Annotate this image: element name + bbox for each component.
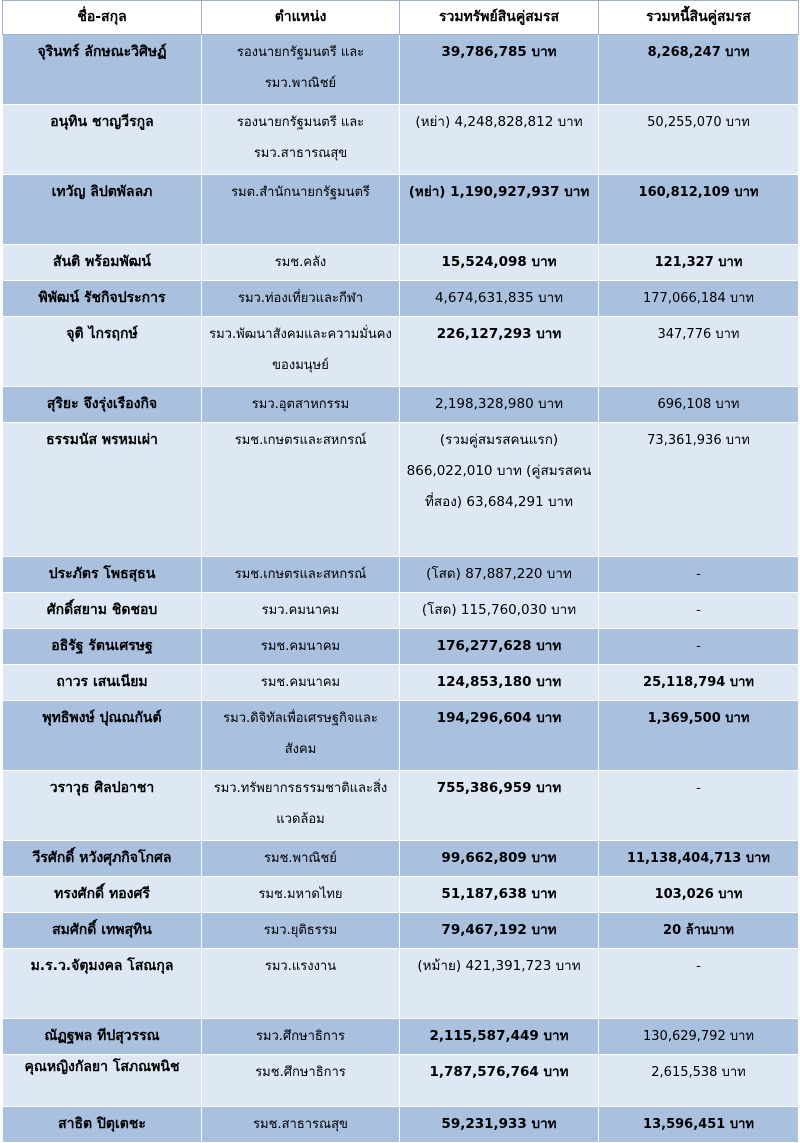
row-name: พิพัฒน์ รัชกิจประการ: [3, 281, 202, 317]
header-assets: รวมทรัพย์สินคู่สมรส: [400, 1, 599, 35]
table-row: [3, 593, 799, 629]
row-assets: 51,187,638 บาท: [400, 877, 599, 913]
row-assets: (หย่า) 1,190,927,937 บาท: [400, 175, 599, 245]
row-assets: 194,296,604 บาท: [400, 701, 599, 771]
row-name: สุริยะ จึงรุ่งเรืองกิจ: [3, 387, 202, 423]
row-assets: (รวมคู่สมรสคนแรก) 866,022,010 บาท (คู่สมรสคนที่สอง) 63,684,291 บาท: [400, 423, 599, 557]
table-row: [3, 701, 799, 771]
row-debt: -: [599, 949, 799, 1019]
row-assets: (หย่า) 4,248,828,812 บาท: [400, 105, 599, 175]
row-name: พุทธิพงษ์ ปุณณกันต์: [3, 701, 202, 771]
table-row: [3, 949, 799, 1019]
row-position: รมช.ศึกษาธิการ: [202, 1055, 400, 1107]
row-position: รมว.คมนาคม: [202, 593, 400, 629]
row-position: รมช.คมนาคม: [202, 665, 400, 701]
row-debt: 73,361,936 บาท: [599, 423, 799, 557]
row-position: รมต.สำนักนายกรัฐมนตรี: [202, 175, 400, 245]
table-row: [3, 281, 799, 317]
header-debts: รวมหนี้สินคู่สมรส: [599, 1, 799, 35]
row-position: รมช.พาณิชย์: [202, 841, 400, 877]
row-position: รมว.แรงงาน: [202, 949, 400, 1019]
row-name: อนุทิน ชาญวีรกูล: [3, 105, 202, 175]
row-position: รมช.เกษตรและสหกรณ์: [202, 423, 400, 557]
row-name: จุรินทร์ ลักษณะวิศิษฏ์: [3, 35, 202, 105]
row-name: คุณหญิงกัลยา โสภณพนิช: [3, 1055, 202, 1107]
row-position: รมช.มหาดไทย: [202, 877, 400, 913]
row-assets: 124,853,180 บาท: [400, 665, 599, 701]
row-name: ม.ร.ว.จัตุมงคล โสณกุล: [3, 949, 202, 1019]
row-debt: 696,108 บาท: [599, 387, 799, 423]
row-assets: 2,198,328,980 บาท: [400, 387, 599, 423]
row-name: ธรรมนัส พรหมเผ่า: [3, 423, 202, 557]
row-name: ศักดิ์สยาม ชิดชอบ: [3, 593, 202, 629]
row-name: ถาวร เสนเนียม: [3, 665, 202, 701]
row-assets: 1,787,576,764 บาท: [400, 1055, 599, 1107]
table-row: [3, 105, 799, 175]
header-position: ตำแหน่ง: [202, 1, 400, 35]
row-assets: 755,386,959 บาท: [400, 771, 599, 841]
header-row: [3, 1, 799, 35]
row-assets: 2,115,587,449 บาท: [400, 1019, 599, 1055]
row-debt: 50,255,070 บาท: [599, 105, 799, 175]
row-name: ทรงศักดิ์ ทองศรี: [3, 877, 202, 913]
row-assets: 39,786,785 บาท: [400, 35, 599, 105]
table-row: [3, 877, 799, 913]
header-name: ชื่อ-สกุล: [3, 1, 202, 35]
row-name: ณัฏฐพล ทีปสุวรรณ: [3, 1019, 202, 1055]
row-assets: 59,231,933 บาท: [400, 1107, 599, 1143]
row-assets: 176,277,628 บาท: [400, 629, 599, 665]
row-position: รมช.เกษตรและสหกรณ์: [202, 557, 400, 593]
row-position: รมว.ศึกษาธิการ: [202, 1019, 400, 1055]
row-name: สันติ พร้อมพัฒน์: [3, 245, 202, 281]
table-row: [3, 841, 799, 877]
row-position: รมว.ดิจิทัลเพื่อเศรษฐกิจและสังคม: [202, 701, 400, 771]
row-assets: 79,467,192 บาท: [400, 913, 599, 949]
row-name: เทวัญ ลิปตพัลลภ: [3, 175, 202, 245]
row-debt: 121,327 บาท: [599, 245, 799, 281]
table-row: [3, 317, 799, 387]
row-debt: 347,776 บาท: [599, 317, 799, 387]
row-debt: -: [599, 771, 799, 841]
row-position: รมช.คลัง: [202, 245, 400, 281]
row-debt: 160,812,109 บาท: [599, 175, 799, 245]
table-row: [3, 245, 799, 281]
row-name: วีรศักดิ์ หวังศุภกิจโกศล: [3, 841, 202, 877]
row-debt: -: [599, 557, 799, 593]
row-debt: 11,138,404,713 บาท: [599, 841, 799, 877]
row-position: รมช.คมนาคม: [202, 629, 400, 665]
row-name: วราวุธ ศิลปอาชา: [3, 771, 202, 841]
row-assets: (โสด) 87,887,220 บาท: [400, 557, 599, 593]
row-assets: 15,524,098 บาท: [400, 245, 599, 281]
row-debt: -: [599, 629, 799, 665]
row-debt: 1,369,500 บาท: [599, 701, 799, 771]
row-assets: 99,662,809 บาท: [400, 841, 599, 877]
table-row: [3, 1055, 799, 1107]
row-debt: 103,026 บาท: [599, 877, 799, 913]
row-assets: 4,674,631,835 บาท: [400, 281, 599, 317]
row-debt: 2,615,538 บาท: [599, 1055, 799, 1107]
table-row: [3, 387, 799, 423]
row-position: รมว.ท่องเที่ยวและกีฬา: [202, 281, 400, 317]
row-name: สาธิต ปิตุเตชะ: [3, 1107, 202, 1143]
table-row: [3, 1107, 799, 1143]
table-row: [3, 913, 799, 949]
row-name: จุติ ไกรฤกษ์: [3, 317, 202, 387]
row-debt: -: [599, 593, 799, 629]
row-position: รองนายกรัฐมนตรี และ รมว.สาธารณสุข: [202, 105, 400, 175]
row-name: ประภัตร โพธสุธน: [3, 557, 202, 593]
row-position: รมว.พัฒนาสังคมและความมั่นคงของมนุษย์: [202, 317, 400, 387]
row-name: สมศักดิ์ เทพสุทิน: [3, 913, 202, 949]
table-row: [3, 665, 799, 701]
table-row: [3, 771, 799, 841]
row-debt: 13,596,451 บาท: [599, 1107, 799, 1143]
row-assets: (หม้าย) 421,391,723 บาท: [400, 949, 599, 1019]
row-debt: 177,066,184 บาท: [599, 281, 799, 317]
table-row: [3, 629, 799, 665]
row-position: รองนายกรัฐมนตรี และ รมว.พาณิชย์: [202, 35, 400, 105]
table-row: [3, 35, 799, 105]
row-position: รมว.ยุติธรรม: [202, 913, 400, 949]
row-position: รมช.สาธารณสุข: [202, 1107, 400, 1143]
row-assets: 226,127,293 บาท: [400, 317, 599, 387]
row-name: อธิรัฐ รัตนเศรษฐ: [3, 629, 202, 665]
row-debt: 25,118,794 บาท: [599, 665, 799, 701]
row-assets: (โสด) 115,760,030 บาท: [400, 593, 599, 629]
row-debt: 130,629,792 บาท: [599, 1019, 799, 1055]
table-row: [3, 423, 799, 557]
table-row: [3, 1019, 799, 1055]
row-debt: 8,268,247 บาท: [599, 35, 799, 105]
table-row: [3, 175, 799, 245]
row-debt: 20 ล้านบาท: [599, 913, 799, 949]
row-position: รมว.อุตสาหกรรม: [202, 387, 400, 423]
asset-table: [2, 0, 799, 1143]
table-row: [3, 557, 799, 593]
row-position: รมว.ทรัพยากรธรรมชาติและสิ่งแวดล้อม: [202, 771, 400, 841]
